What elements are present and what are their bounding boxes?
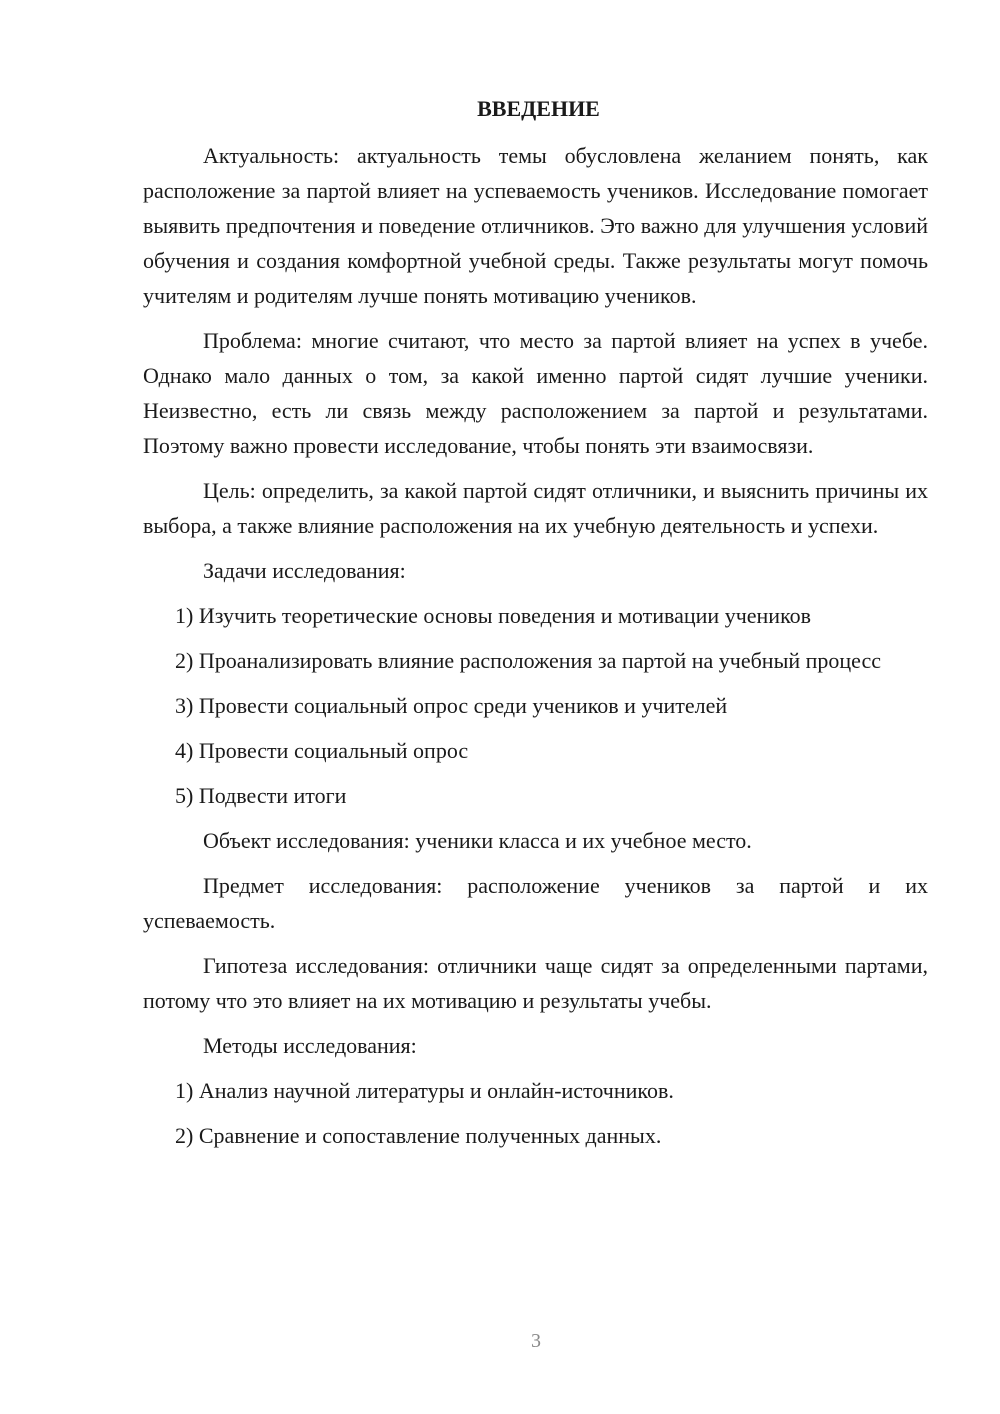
task-item: 1) Изучить теоретические основы поведения и мотивации учеников [175,603,812,628]
relevance-paragraph: Актуальность: актуальность темы обусловлена желанием понять, как расположение за партой влияет на успеваемость учеников. Исследование помогает выявить предпочтения и поведение отличников. Это важно для улучшения условий обучения и создания комфортной учебной среды. Также результаты могут помочь учителям и родителям лучше понять мотивацию учеников. [143,143,928,308]
subject-paragraph: Предмет исследования: расположение учеников за партой и их успеваемость. [143,873,928,933]
methods-heading: Методы исследования: [203,1033,417,1058]
problem-paragraph: Проблема: многие считают, что место за партой влияет на успех в учебе. Однако мало данных о том, за какой именно партой сидят лучшие ученики. Неизвестно, есть ли связь между расположением за партой и результатами. Поэтому важно провести исследование, чтобы понять эти взаимосвязи. [143,328,928,458]
task-item: 2) Проанализировать влияние расположения за партой на учебный процесс [175,648,882,673]
hypothesis-paragraph: Гипотеза исследования: отличники чаще сидят за определенными партами, потому что это влияет на их мотивацию и результаты учебы. [143,953,928,1013]
method-item: 1) Анализ научной литературы и онлайн-источников. [175,1078,674,1103]
task-item: 5) Подвести итоги [175,783,347,808]
goal-paragraph: Цель: определить, за какой партой сидят отличники, и выяснить причины их выбора, а также влияние расположения на их учебную деятельность и успехи. [143,478,928,538]
tasks-heading: Задачи исследования: [203,558,406,583]
section-title: ВВЕДЕНИЕ [477,96,600,121]
document-page [143,94,928,1163]
task-item: 4) Провести социальный опрос [175,738,469,763]
task-item: 3) Провести социальный опрос среди учеников и учителей [175,693,728,718]
method-item: 2) Сравнение и сопоставление полученных данных. [175,1123,662,1148]
page-number: 3 [531,1330,541,1352]
object-paragraph: Объект исследования: ученики класса и их учебное место. [203,828,752,853]
